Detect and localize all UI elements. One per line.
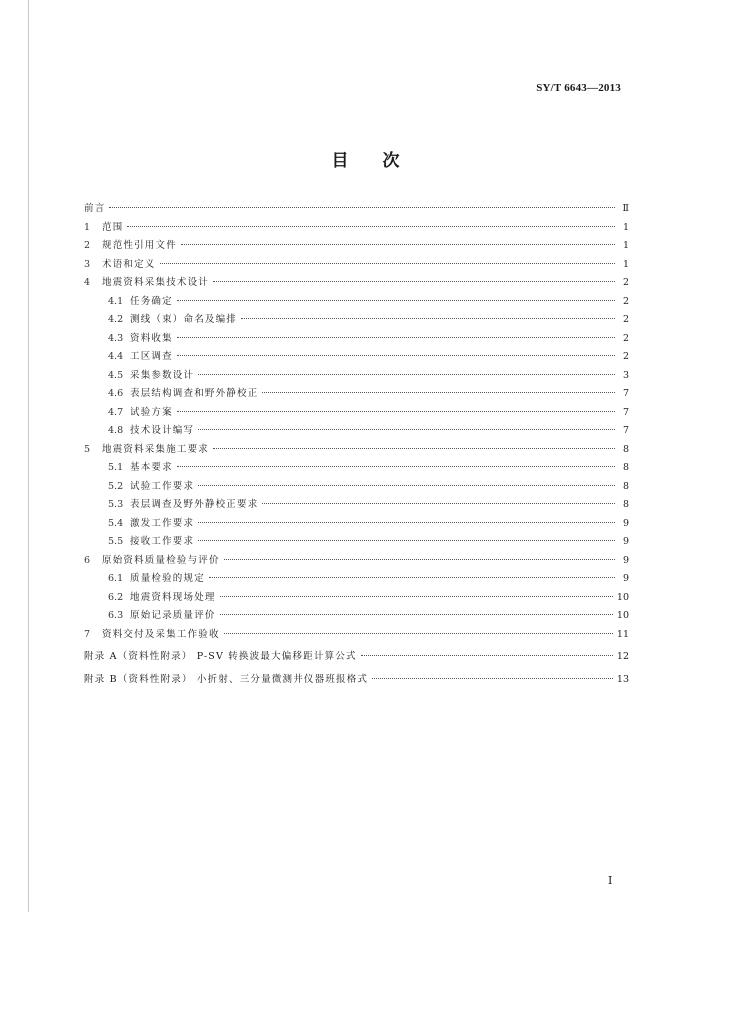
toc-entry[interactable] <box>84 256 629 275</box>
binding-edge-line <box>28 0 29 912</box>
dot-leader <box>177 355 615 356</box>
toc-entry-page: 8 <box>622 499 629 510</box>
dot-leader <box>198 540 615 541</box>
dot-leader <box>127 226 615 227</box>
toc-entry[interactable] <box>84 367 629 386</box>
dot-leader <box>177 300 615 301</box>
toc-entry-number: 1 <box>84 221 91 233</box>
toc-entry[interactable] <box>84 607 629 626</box>
page-title: 目次 <box>331 151 434 171</box>
toc-entry-page: 2 <box>622 332 629 344</box>
toc-entry-number: 5.2 <box>108 480 124 492</box>
toc-entry[interactable] <box>84 311 629 330</box>
toc-entry[interactable] <box>84 330 629 349</box>
toc-entry-label: 原始资料质量检验与评价 <box>102 554 220 566</box>
dot-leader <box>198 522 615 523</box>
toc-entry-label: 测线（束）命名及编排 <box>130 314 238 325</box>
toc-entry[interactable] <box>84 385 629 404</box>
toc-entry[interactable] <box>84 626 629 645</box>
toc-entry-number: 5 <box>84 443 91 455</box>
dot-leader <box>262 503 615 504</box>
toc-entry-label: 试验方案 <box>130 406 173 418</box>
dot-leader <box>198 429 615 430</box>
toc-entry-page: 7 <box>622 388 629 399</box>
toc-entry-label: 采集参数设计 <box>130 369 195 381</box>
toc-entry-label: 接收工作要求 <box>130 536 195 547</box>
toc-entry-number: 6 <box>84 554 91 566</box>
dot-leader <box>198 485 615 486</box>
toc-entry-page: 8 <box>622 480 629 492</box>
toc-entry-number: 5.1 <box>108 462 124 473</box>
dot-leader <box>224 559 615 560</box>
toc-entry-label: 技术设计编写 <box>130 425 195 436</box>
toc-entry-page: 11 <box>616 628 629 640</box>
toc-entry-label: 任务确定 <box>130 295 173 307</box>
toc-entry-page: 9 <box>622 573 629 584</box>
toc-entry[interactable] <box>84 671 629 690</box>
toc-entry-label: 附录 A（资料性附录） P-SV 转换波最大偏移距计算公式 <box>84 651 357 662</box>
toc-entry-number: 5.5 <box>108 536 124 547</box>
toc-entry-label: 质量检验的规定 <box>130 573 205 584</box>
toc-entry-number: 4.1 <box>108 295 124 307</box>
toc-entry-page: 1 <box>622 221 629 233</box>
toc-entry-page: 13 <box>616 673 629 685</box>
dot-leader <box>213 281 615 282</box>
document-code: SY/T 6643—2013 <box>536 82 621 94</box>
toc-entry-label: 术语和定义 <box>102 258 156 270</box>
dot-leader <box>213 448 615 449</box>
toc-entry-page: 2 <box>622 314 629 325</box>
toc-entry-number: 4.4 <box>108 351 124 362</box>
toc-entry[interactable] <box>84 219 629 238</box>
toc-entry-number: 4.6 <box>108 388 124 399</box>
toc-entry-page: 2 <box>622 351 629 362</box>
toc-entry-page: 2 <box>622 277 629 288</box>
dot-leader <box>224 633 613 634</box>
toc-entry[interactable] <box>84 348 629 367</box>
toc-entry-page: 1 <box>622 258 629 270</box>
toc-entry-number: 4.5 <box>108 369 124 381</box>
toc-entry-page: Ⅱ <box>622 203 629 214</box>
toc-entry-number: 4.2 <box>108 314 124 325</box>
dot-leader <box>177 411 615 412</box>
toc-entry[interactable] <box>84 496 629 515</box>
dot-leader <box>372 678 613 679</box>
toc-entry-page: 12 <box>616 651 629 662</box>
dot-leader <box>109 207 615 208</box>
dot-leader <box>198 374 615 375</box>
toc-entry[interactable] <box>84 293 629 312</box>
toc-entry[interactable] <box>84 274 629 293</box>
toc-entry-number: 6.3 <box>108 610 124 621</box>
toc-entry-number: 2 <box>84 240 91 251</box>
toc-entry-label: 地震资料采集施工要求 <box>102 443 210 455</box>
toc-entry-number: 4.8 <box>108 425 124 436</box>
toc-entry-label: 表层调查及野外静校正要求 <box>130 499 259 510</box>
dot-leader <box>220 596 613 597</box>
toc-entry-label: 表层结构调查和野外静校正 <box>130 388 259 399</box>
toc-entry-page: 7 <box>622 406 629 418</box>
toc-entry-page: 10 <box>616 610 629 621</box>
toc-entry-label: 地震资料采集技术设计 <box>102 277 210 288</box>
toc-entry-label: 范围 <box>102 221 124 233</box>
table-of-contents <box>84 200 629 689</box>
toc-entry-label: 附录 B（资料性附录） 小折射、三分量微测井仪器班报格式 <box>84 673 369 685</box>
dot-leader <box>241 318 615 319</box>
toc-entry-number: 7 <box>84 628 91 640</box>
toc-entry-label: 前言 <box>84 203 106 214</box>
toc-entry-label: 资料交付及采集工作验收 <box>102 628 220 640</box>
toc-entry[interactable] <box>84 648 629 667</box>
toc-entry-label: 试验工作要求 <box>130 480 195 492</box>
toc-entry-page: 9 <box>622 536 629 547</box>
toc-entry[interactable] <box>84 570 629 589</box>
toc-entry[interactable] <box>84 441 629 460</box>
dot-leader <box>177 466 615 467</box>
toc-entry-page: 7 <box>622 425 629 436</box>
toc-entry-page: 9 <box>622 554 629 566</box>
toc-entry[interactable] <box>84 404 629 423</box>
toc-entry[interactable] <box>84 552 629 571</box>
dot-leader <box>181 244 615 245</box>
toc-entry-number: 5.4 <box>108 517 124 529</box>
toc-entry-page: 1 <box>622 240 629 251</box>
toc-entry-number: 4 <box>84 277 91 288</box>
toc-entry[interactable] <box>84 459 629 478</box>
toc-entry-label: 激发工作要求 <box>130 517 195 529</box>
toc-entry[interactable] <box>84 533 629 552</box>
dot-leader <box>177 337 615 338</box>
toc-entry-page: 9 <box>622 517 629 529</box>
toc-entry[interactable] <box>84 422 629 441</box>
dot-leader <box>209 577 615 578</box>
toc-entry[interactable] <box>84 589 629 608</box>
toc-entry-number: 3 <box>84 258 91 270</box>
toc-entry-label: 资料收集 <box>130 332 173 344</box>
toc-entry-page: 2 <box>622 295 629 307</box>
toc-entry-label: 原始记录质量评价 <box>130 610 216 621</box>
dot-leader <box>220 614 613 615</box>
toc-entry-page: 8 <box>622 443 629 455</box>
toc-entry-page: 3 <box>622 369 629 381</box>
page-number: I <box>608 874 613 887</box>
dot-leader <box>262 392 615 393</box>
toc-entry-number: 5.3 <box>108 499 124 510</box>
toc-entry[interactable] <box>84 515 629 534</box>
toc-entry-number: 6.1 <box>108 573 124 584</box>
toc-entry-label: 基本要求 <box>130 462 173 473</box>
dot-leader <box>361 655 613 656</box>
toc-entry-number: 4.3 <box>108 332 124 344</box>
toc-entry-label: 工区调查 <box>130 351 173 362</box>
toc-entry-number: 6.2 <box>108 591 124 603</box>
toc-entry-label: 地震资料现场处理 <box>130 591 216 603</box>
toc-entry-page: 10 <box>616 591 629 603</box>
toc-entry[interactable] <box>84 200 629 219</box>
toc-entry[interactable] <box>84 478 629 497</box>
toc-entry[interactable] <box>84 237 629 256</box>
dot-leader <box>160 263 615 264</box>
toc-entry-page: 8 <box>622 462 629 473</box>
toc-entry-label: 规范性引用文件 <box>102 240 177 251</box>
toc-entry-number: 4.7 <box>108 406 124 418</box>
